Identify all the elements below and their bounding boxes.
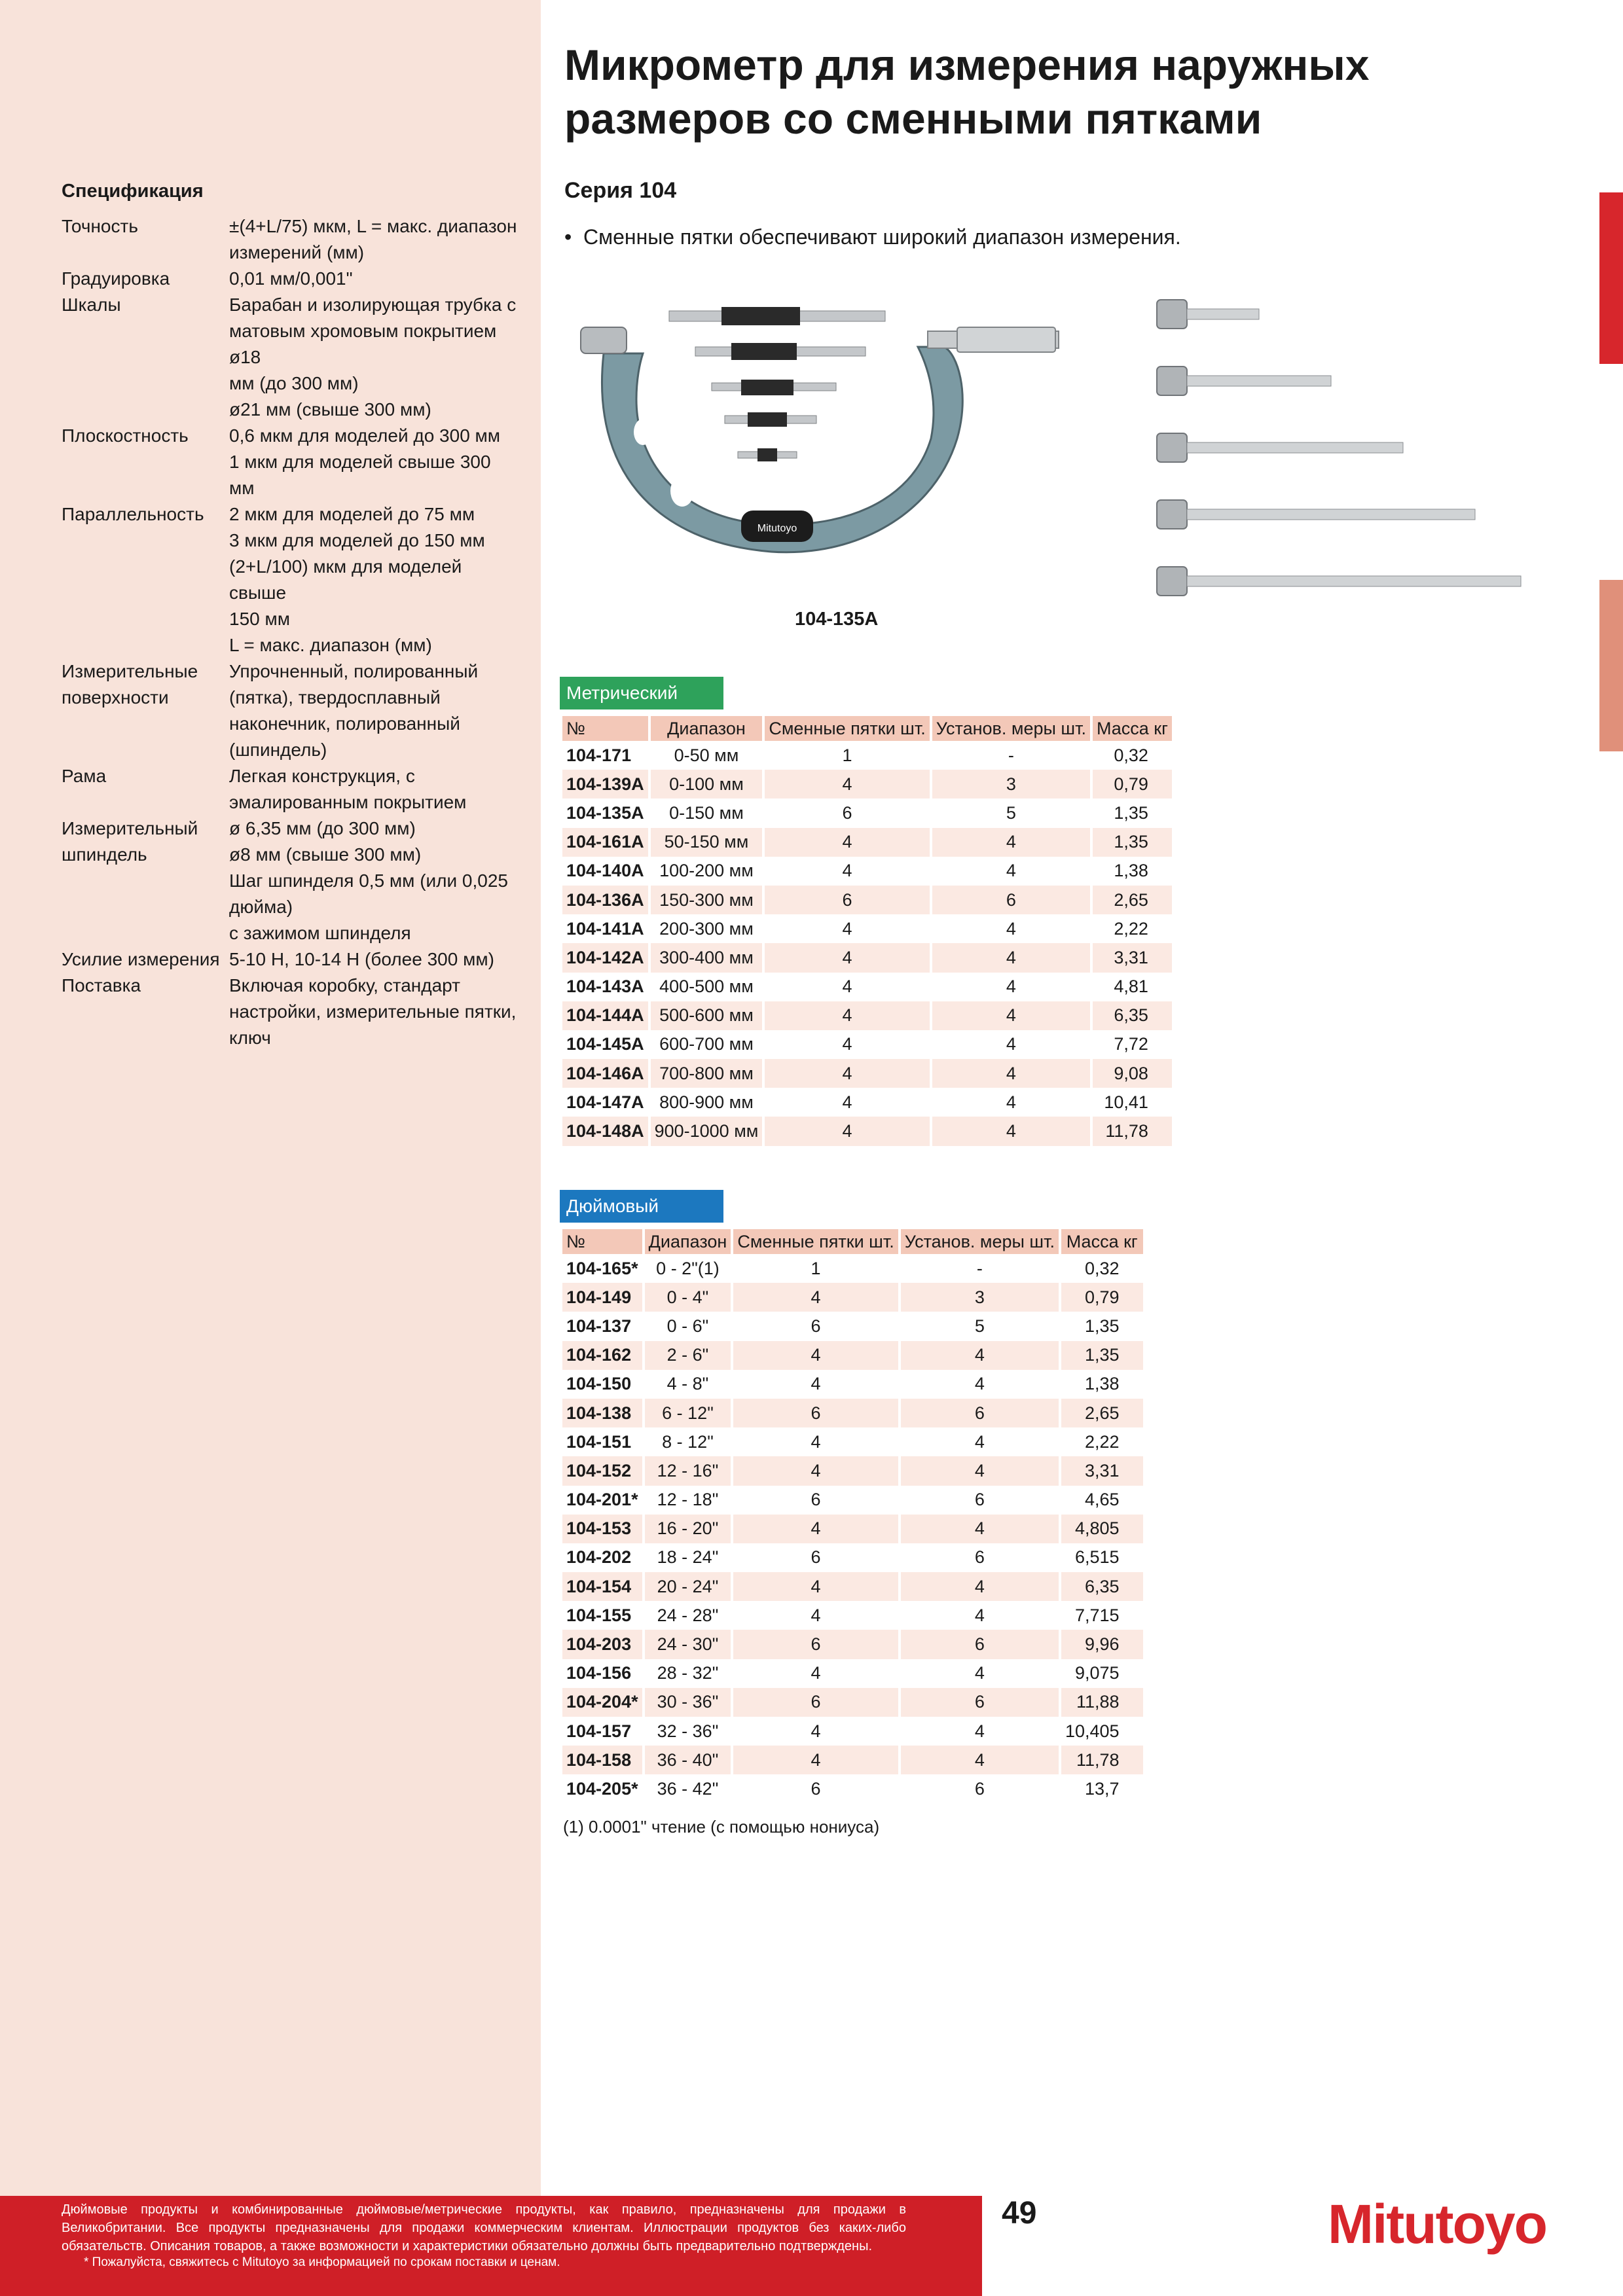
table-cell: 18 - 24" xyxy=(657,1547,719,1568)
table-cell: 1,35 xyxy=(1061,1341,1143,1370)
table-cell: 104-171 xyxy=(566,745,632,765)
table-cell: 3 xyxy=(901,1283,1059,1312)
table-cell: 4 xyxy=(733,1572,898,1601)
table-cell: 4 xyxy=(811,1431,821,1452)
table-cell: 4 xyxy=(974,1663,985,1683)
table-cell: 2,22 xyxy=(1085,1431,1120,1452)
table-cell: 6 xyxy=(974,1490,985,1510)
metric-section-label: Метрический xyxy=(560,677,723,709)
spec-row xyxy=(62,423,520,501)
table-row xyxy=(562,943,1172,972)
spec-key: Плоскостность xyxy=(62,425,189,446)
table-cell: 6 xyxy=(811,1778,821,1799)
table-cell: 104-146A xyxy=(562,1059,648,1088)
table-cell: 4 xyxy=(842,977,852,997)
table-cell: 104-138 xyxy=(562,1399,642,1427)
table-cell: 104-144A xyxy=(562,1001,648,1030)
table-footnote: (1) 0.0001" чтение (с помощью нониуса) xyxy=(563,1817,880,1837)
table-cell: 104-203 xyxy=(562,1630,642,1659)
table-cell: 36 - 42" xyxy=(657,1778,719,1799)
table-cell: 1,35 xyxy=(1085,1316,1120,1336)
table-cell: 8 - 12" xyxy=(662,1431,714,1452)
spec-value-line: (пятка), твердосплавный xyxy=(229,687,441,708)
table-cell: 104-143A xyxy=(566,977,644,997)
table-cell: 104-153 xyxy=(562,1515,642,1543)
spec-value xyxy=(229,266,520,292)
table-cell: 6 xyxy=(811,1547,821,1568)
table-cell: 104-154 xyxy=(562,1572,642,1601)
table-cell: 1 xyxy=(842,745,852,765)
table-cell: 4 xyxy=(811,1605,821,1625)
table-cell: 32 - 36" xyxy=(657,1721,719,1741)
table-cell: 104-202 xyxy=(566,1547,632,1568)
table-row xyxy=(562,1659,1143,1688)
table-cell: 6 xyxy=(932,886,1090,914)
table-cell: 900-1000 мм xyxy=(651,1117,763,1145)
table-cell: 4 xyxy=(1006,1092,1016,1112)
spec-value-line: (2+L/100) мкм для моделей свыше xyxy=(229,556,462,603)
table-cell: 0,79 xyxy=(1093,770,1172,798)
table-cell: 1 xyxy=(811,1258,821,1278)
table-cell: 4 xyxy=(901,1456,1059,1485)
column-header: Масса кг xyxy=(1093,716,1172,741)
spec-key: Измерительные поверхности xyxy=(62,661,198,708)
table-cell: 6 xyxy=(974,1547,985,1568)
table-cell: 9,08 xyxy=(1093,1059,1172,1088)
table-cell: 104-151 xyxy=(566,1431,632,1452)
accent-tab-salmon xyxy=(1599,580,1623,751)
table-cell: 6,35 xyxy=(1093,1001,1172,1030)
table-cell: 0-150 мм xyxy=(669,802,744,823)
table-cell: 104-148A xyxy=(562,1117,648,1145)
spec-value-line: ø8 мм (свыше 300 мм) xyxy=(229,844,422,865)
table-row xyxy=(562,1717,1143,1746)
table-row xyxy=(562,1001,1172,1030)
table-cell: 4 xyxy=(733,1341,898,1370)
table-cell: 28 - 32" xyxy=(657,1663,719,1683)
table-cell: - xyxy=(976,1258,983,1278)
table-cell: 1,38 xyxy=(1085,1374,1120,1394)
table-cell: 700-800 мм xyxy=(651,1059,763,1088)
spec-value-line: 1 мкм для моделей свыше 300 мм xyxy=(229,452,491,498)
table-cell: 3,31 xyxy=(1093,943,1172,972)
table-row xyxy=(562,1486,1143,1515)
table-cell: 1,38 xyxy=(1114,861,1148,881)
table-cell: 4 xyxy=(733,1746,898,1774)
column-header: № xyxy=(562,1229,642,1254)
table-cell: 0 - 4" xyxy=(645,1283,731,1312)
spec-value xyxy=(229,501,520,658)
table-row xyxy=(562,1030,1172,1059)
spec-value-line: Включая коробку, стандарт xyxy=(229,975,460,996)
spec-value-line: 2 мкм для моделей до 75 мм xyxy=(229,504,475,524)
spec-value-line: 5-10 Н, 10-14 Н (более 300 мм) xyxy=(229,949,494,969)
table-cell: 36 - 40" xyxy=(645,1746,731,1774)
table-cell: 104-140A xyxy=(566,861,644,881)
spec-value-line: (шпиндель) xyxy=(229,740,327,760)
table-cell: 1,35 xyxy=(1114,802,1148,823)
table-cell: 4 xyxy=(932,828,1090,857)
table-cell: 104-152 xyxy=(562,1456,642,1485)
table-cell: 104-157 xyxy=(566,1721,632,1741)
table-cell: 4,81 xyxy=(1114,977,1148,997)
spec-key: Шкалы xyxy=(62,295,121,315)
spec-value-line: 0,6 мкм для моделей до 300 мм xyxy=(229,425,501,446)
table-cell: 4 xyxy=(1006,861,1016,881)
table-cell: 800-900 мм xyxy=(659,1092,754,1112)
spec-value xyxy=(229,292,520,423)
table-cell: 150-300 мм xyxy=(651,886,763,914)
table-cell: 2,65 xyxy=(1093,886,1172,914)
spec-value-line: с зажимом шпинделя xyxy=(229,923,411,943)
table-cell: 10,41 xyxy=(1104,1092,1148,1112)
spec-key: Поставка xyxy=(62,975,141,996)
table-cell: 6 xyxy=(901,1399,1059,1427)
column-header: Масса кг xyxy=(1061,1229,1143,1254)
table-cell: 6 xyxy=(811,1316,821,1336)
spec-value xyxy=(229,763,520,816)
column-header: Установ. меры шт. xyxy=(901,1229,1059,1254)
table-cell: 16 - 20" xyxy=(645,1515,731,1543)
spec-value xyxy=(229,423,520,501)
spec-value-line: 3 мкм для моделей до 150 мм xyxy=(229,530,485,550)
spec-key: Усилие измерения xyxy=(62,949,220,969)
table-cell: 104-205* xyxy=(566,1778,638,1799)
table-cell: 4 xyxy=(765,828,929,857)
spec-value xyxy=(229,973,520,1051)
spec-value-line: 0,01 мм/0,001" xyxy=(229,268,353,289)
table-cell: 104-158 xyxy=(562,1746,642,1774)
table-cell: 4 xyxy=(1006,1034,1016,1054)
table-cell: 6 xyxy=(901,1688,1059,1717)
table-cell: 13,7 xyxy=(1085,1778,1120,1799)
spec-key: Градуировка xyxy=(62,268,170,289)
spec-value-line: ø 6,35 мм (до 300 мм) xyxy=(229,818,416,838)
metric-table-body xyxy=(562,741,1172,1146)
column-header: Установ. меры шт. xyxy=(932,716,1090,741)
column-header: Сменные пятки шт. xyxy=(765,716,929,741)
table-row xyxy=(562,914,1172,943)
table-cell: 104-137 xyxy=(566,1316,632,1336)
metric-table-header xyxy=(562,716,1172,741)
table-cell: 104-136A xyxy=(562,886,648,914)
table-row xyxy=(562,798,1172,827)
table-row xyxy=(562,1088,1172,1117)
spec-row xyxy=(62,973,520,1051)
table-cell: 0-50 мм xyxy=(674,745,739,765)
spec-key: Точность xyxy=(62,216,138,236)
table-cell: 11,78 xyxy=(1061,1746,1143,1774)
spec-value-line: наконечник, полированный xyxy=(229,713,460,734)
table-cell: 104-147A xyxy=(566,1092,644,1112)
table-cell: 4 xyxy=(932,1117,1090,1145)
table-row xyxy=(562,1283,1143,1312)
table-cell: 4 xyxy=(811,1374,821,1394)
table-cell: 4 xyxy=(842,861,852,881)
table-cell: 4 xyxy=(901,1515,1059,1543)
spec-value xyxy=(229,946,520,973)
table-cell: 4 xyxy=(901,1341,1059,1370)
spec-row xyxy=(62,658,520,763)
table-cell: 4 xyxy=(932,1059,1090,1088)
table-row xyxy=(562,1543,1143,1572)
table-cell: 4 xyxy=(932,943,1090,972)
spec-key: Рама xyxy=(62,766,107,786)
table-cell: 400-500 мм xyxy=(659,977,754,997)
micrometer-photo xyxy=(564,275,1524,615)
table-cell: 6,515 xyxy=(1074,1547,1120,1568)
table-cell: 104-204* xyxy=(562,1688,642,1717)
page-number: 49 xyxy=(1002,2196,1037,2231)
mitutoyo-logo: Mitutoyo xyxy=(1328,2193,1546,2255)
table-cell: 600-700 мм xyxy=(659,1034,754,1054)
table-cell: 4 xyxy=(811,1663,821,1683)
table-cell: 0,32 xyxy=(1114,745,1148,765)
table-cell: 104-201* xyxy=(566,1490,638,1510)
table-cell: 10,405 xyxy=(1065,1721,1120,1741)
table-row xyxy=(562,886,1172,914)
table-row xyxy=(562,1515,1143,1543)
spec-row xyxy=(62,763,520,816)
spec-key: Параллельность xyxy=(62,504,204,524)
table-cell: 4 xyxy=(974,1374,985,1394)
table-cell: 104-149 xyxy=(562,1283,642,1312)
spec-row xyxy=(62,213,520,266)
spec-rows xyxy=(62,213,520,1051)
inch-table-body xyxy=(562,1254,1143,1804)
table-cell: 104-162 xyxy=(562,1341,642,1370)
table-cell: 4,805 xyxy=(1061,1515,1143,1543)
feature-bullet: • Сменные пятки обеспечивают широкий диапазон измерения. xyxy=(564,225,1181,249)
table-cell: 7,72 xyxy=(1114,1034,1148,1054)
table-cell: 4 xyxy=(842,918,852,939)
spec-row xyxy=(62,816,520,946)
table-row xyxy=(562,857,1172,886)
table-cell: 4 xyxy=(733,1515,898,1543)
table-cell: 11,88 xyxy=(1061,1688,1143,1717)
table-cell: 0 - 2"(1) xyxy=(656,1258,720,1278)
table-cell: 6 xyxy=(811,1490,821,1510)
spec-value-line: Шаг шпинделя 0,5 мм (или 0,025 xyxy=(229,870,508,891)
spec-value-line: ±(4+L/75) мкм, L = макс. диапазон xyxy=(229,216,517,236)
table-row xyxy=(562,1399,1143,1427)
table-cell: 12 - 18" xyxy=(657,1490,719,1510)
table-cell: 4,65 xyxy=(1085,1490,1120,1510)
spec-value-line: L = макс. диапазон (мм) xyxy=(229,635,432,655)
table-row xyxy=(562,1059,1172,1088)
table-cell: 12 - 16" xyxy=(645,1456,731,1485)
table-cell: 6 xyxy=(733,1688,898,1717)
table-row xyxy=(562,1312,1143,1340)
table-cell: 4 xyxy=(901,1746,1059,1774)
table-cell: 2,65 xyxy=(1061,1399,1143,1427)
table-cell: 6 xyxy=(842,802,852,823)
table-cell: 100-200 мм xyxy=(659,861,754,881)
table-cell: 104-150 xyxy=(566,1374,632,1394)
table-row xyxy=(562,1456,1143,1485)
spec-value-line: ключ xyxy=(229,1028,271,1048)
table-cell: 4 xyxy=(842,1092,852,1112)
table-cell: 24 - 30" xyxy=(645,1630,731,1659)
spec-value-line: 150 мм xyxy=(229,609,290,629)
table-cell: 6 xyxy=(733,1399,898,1427)
table-cell: 4 xyxy=(765,943,929,972)
table-row xyxy=(562,1688,1143,1717)
table-row xyxy=(562,828,1172,857)
table-cell: 0-100 мм xyxy=(651,770,763,798)
specification-block xyxy=(62,178,520,1051)
table-cell: 1,35 xyxy=(1093,828,1172,857)
spec-value xyxy=(229,213,520,266)
accent-tab-red xyxy=(1599,192,1623,364)
column-header: Диапазон xyxy=(645,1229,731,1254)
table-cell: 4 xyxy=(974,1721,985,1741)
table-cell: 0,32 xyxy=(1085,1258,1120,1278)
spec-value-line: матовым хромовым покрытием ø18 xyxy=(229,321,497,367)
table-cell: 104-139A xyxy=(562,770,648,798)
table-cell: 4 xyxy=(901,1572,1059,1601)
table-cell: 0,79 xyxy=(1061,1283,1143,1312)
table-cell: 4 xyxy=(733,1283,898,1312)
table-cell: 6 xyxy=(901,1630,1059,1659)
table-row xyxy=(562,1341,1143,1370)
table-row xyxy=(562,1254,1143,1283)
spec-value-line: Упрочненный, полированный xyxy=(229,661,479,681)
table-cell: 24 - 28" xyxy=(657,1605,719,1625)
spec-value-line: ø21 мм (свыше 300 мм) xyxy=(229,399,431,420)
spec-title: Спецификация xyxy=(62,181,204,202)
table-cell: 5 xyxy=(1006,802,1016,823)
table-cell: 5 xyxy=(974,1316,985,1336)
table-cell: 6 - 12" xyxy=(645,1399,731,1427)
table-cell: 4 xyxy=(974,1605,985,1625)
table-cell: 300-400 мм xyxy=(651,943,763,972)
spec-value-line: Барабан и изолирующая трубка с xyxy=(229,295,517,315)
table-cell: 3,31 xyxy=(1061,1456,1143,1485)
series-label: Серия 104 xyxy=(564,178,677,203)
metric-table xyxy=(560,716,1175,1146)
table-cell: 4 xyxy=(765,1001,929,1030)
table-row xyxy=(562,1774,1143,1803)
footer-disclaimer: Дюймовые продукты и комбинированные дюймовые/метрические продукты, как правило, предназначены для продажи в Великобритании. Все продукты предназначены для продажи коммерческим клиентам. Иллюстрации продуктов без каких-либо обязательств. Описания товаров, а также возможности и характеристики обязательно должны быть предварительно подтверждены. xyxy=(62,2202,906,2253)
table-row xyxy=(562,741,1172,770)
table-cell: 4 xyxy=(733,1456,898,1485)
table-cell: 7,715 xyxy=(1074,1605,1120,1625)
table-cell: 2,22 xyxy=(1114,918,1148,939)
table-cell: 9,96 xyxy=(1061,1630,1143,1659)
spec-value-line: настройки, измерительные пятки, xyxy=(229,1001,517,1022)
spec-row xyxy=(62,501,520,658)
table-cell: 104-155 xyxy=(566,1605,632,1625)
page-title: Микрометр для измерения наружных размеров со сменными пятками xyxy=(564,41,1370,143)
table-cell: 104-141A xyxy=(566,918,644,939)
spec-row xyxy=(62,266,520,292)
table-cell: 3 xyxy=(932,770,1090,798)
table-row xyxy=(562,1572,1143,1601)
table-cell: 104-145A xyxy=(566,1034,644,1054)
inch-table-header xyxy=(562,1229,1143,1254)
table-row xyxy=(562,1427,1143,1456)
spec-key: Измерительный шпиндель xyxy=(62,818,198,865)
table-cell: 2 - 6" xyxy=(645,1341,731,1370)
spec-value-line: эмалированным покрытием xyxy=(229,792,467,812)
table-row xyxy=(562,770,1172,798)
table-row xyxy=(562,1746,1143,1774)
spec-value xyxy=(229,816,520,946)
table-cell: - xyxy=(1008,745,1014,765)
table-cell: 11,78 xyxy=(1093,1117,1172,1145)
table-row xyxy=(562,1630,1143,1659)
table-cell: 4 - 8" xyxy=(666,1374,709,1394)
table-cell: 104-135A xyxy=(566,802,644,823)
table-cell: 4 xyxy=(765,770,929,798)
table-cell: 9,075 xyxy=(1074,1663,1120,1683)
table-cell: 104-165* xyxy=(566,1258,638,1278)
column-header: Диапазон xyxy=(651,716,763,741)
table-cell: 6 xyxy=(733,1630,898,1659)
table-row xyxy=(562,1370,1143,1399)
table-cell: 6 xyxy=(765,886,929,914)
spec-value-line: Легкая конструкция, с xyxy=(229,766,415,786)
footer-note: * Пожалуйста, свяжитесь с Mitutoyo за информацией по срокам поставки и ценам. xyxy=(84,2255,560,2269)
inch-table xyxy=(560,1229,1146,1804)
table-cell: 500-600 мм xyxy=(651,1001,763,1030)
table-cell: 30 - 36" xyxy=(645,1688,731,1717)
spec-value-line: измерений (мм) xyxy=(229,242,365,262)
table-cell: 50-150 мм xyxy=(651,828,763,857)
table-cell: 20 - 24" xyxy=(645,1572,731,1601)
table-cell: 104-161A xyxy=(562,828,648,857)
table-cell: 4 xyxy=(765,1059,929,1088)
table-cell: 104-142A xyxy=(562,943,648,972)
table-row xyxy=(562,973,1172,1001)
photo-caption: 104-135A xyxy=(795,609,879,630)
spec-row xyxy=(62,946,520,973)
table-cell: 6,35 xyxy=(1061,1572,1143,1601)
table-cell: 4 xyxy=(932,1001,1090,1030)
feature-bullet-text: Сменные пятки обеспечивают широкий диапазон измерения. xyxy=(583,225,1181,249)
column-header: № xyxy=(562,716,648,741)
table-cell: 4 xyxy=(1006,918,1016,939)
spec-value xyxy=(229,658,520,763)
table-cell: 4 xyxy=(811,1721,821,1741)
table-cell: 0 - 6" xyxy=(666,1316,709,1336)
table-cell: 104-156 xyxy=(566,1663,632,1683)
table-cell: 4 xyxy=(842,1034,852,1054)
column-header: Сменные пятки шт. xyxy=(733,1229,898,1254)
spec-value-line: дюйма) xyxy=(229,897,293,917)
inch-section-label: Дюймовый xyxy=(560,1190,723,1223)
table-row xyxy=(562,1601,1143,1630)
table-cell: 4 xyxy=(974,1431,985,1452)
table-cell: 4 xyxy=(1006,977,1016,997)
table-cell: 4 xyxy=(765,1117,929,1145)
svg-text:Mitutoyo: Mitutoyo xyxy=(757,523,797,534)
spec-row xyxy=(62,292,520,423)
table-cell: 6 xyxy=(974,1778,985,1799)
table-cell: 200-300 мм xyxy=(659,918,754,939)
spec-value-line: мм (до 300 мм) xyxy=(229,373,359,393)
table-row xyxy=(562,1117,1172,1145)
